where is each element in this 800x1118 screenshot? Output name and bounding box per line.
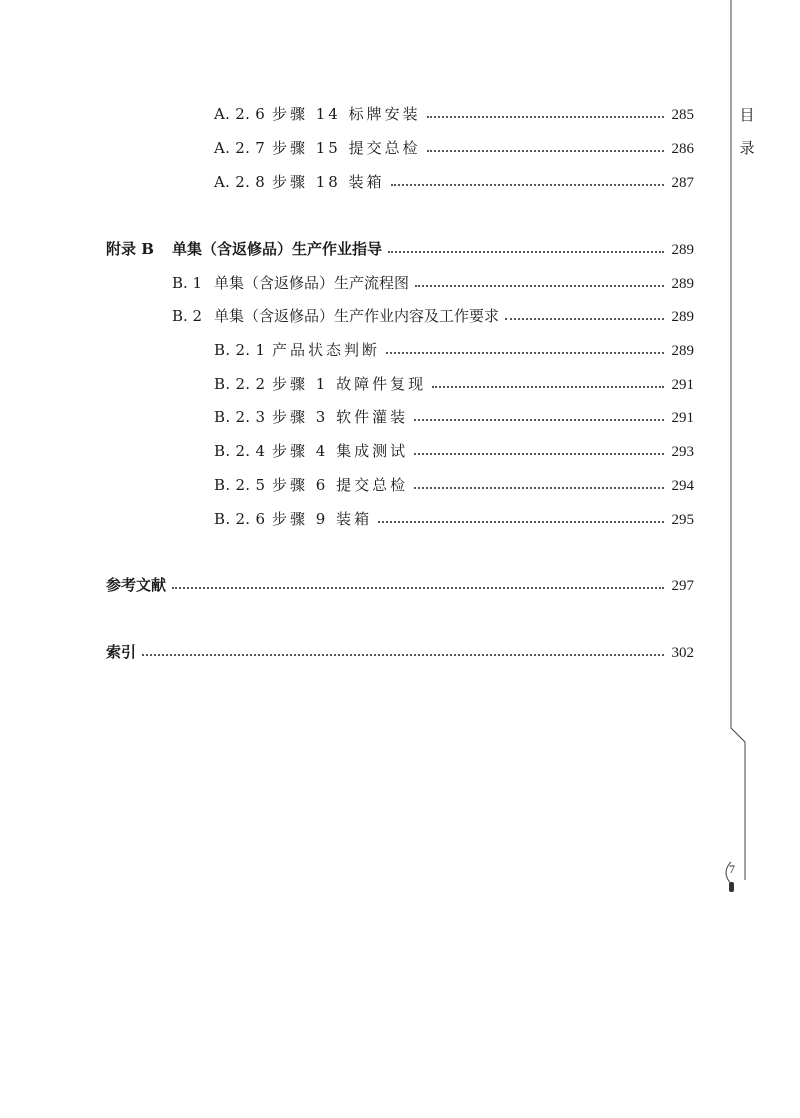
entry-page: 291 — [671, 410, 694, 426]
side-label-lu: 录 — [739, 139, 755, 157]
entry-number: B. 2. 3 — [214, 408, 266, 426]
toc-entry-a-2-8[interactable] — [214, 171, 694, 193]
toc-entry-references[interactable] — [106, 574, 694, 596]
toc-entry-a-2-6[interactable] — [214, 103, 694, 125]
entry-number: A. 2. 7 — [214, 139, 266, 157]
dot-leader — [391, 171, 664, 193]
entry-title: 步骤 9 装箱 — [272, 510, 373, 528]
dot-leader — [414, 406, 663, 428]
toc-entry-a-2-7[interactable] — [214, 137, 694, 159]
entry-title: 步骤 14 标牌安装 — [272, 105, 421, 123]
entry-number: B. 2. 1 — [214, 341, 266, 359]
entry-page: 285 — [671, 107, 694, 123]
toc-entry-b-2[interactable] — [172, 305, 694, 327]
entry-title: 索引 — [106, 643, 137, 661]
toc-entry-index[interactable] — [106, 641, 694, 663]
entry-number: B. 2. 2 — [214, 375, 266, 393]
entry-title: 步骤 1 故障件复现 — [272, 375, 427, 393]
dot-leader — [432, 373, 663, 395]
entry-number: B. 2. 4 — [214, 442, 266, 460]
entry-title: 步骤 18 装箱 — [272, 173, 385, 191]
entry-page: 289 — [671, 276, 694, 292]
entry-number: B. 2. 5 — [214, 476, 266, 494]
entry-number: A. 2. 8 — [214, 173, 266, 191]
entry-page: 289 — [671, 242, 694, 258]
toc-entry-b-1[interactable] — [172, 272, 694, 294]
entry-title: 步骤 3 软件灌装 — [272, 408, 409, 426]
entry-page: 295 — [671, 512, 694, 528]
entry-number: B. 2. 6 — [214, 510, 266, 528]
dot-leader — [388, 238, 663, 260]
entry-title: 步骤 4 集成测试 — [272, 442, 409, 460]
entry-title: 单集（含返修品）生产流程图 — [214, 274, 410, 292]
toc-entry-b-2-2[interactable] — [214, 373, 694, 395]
entry-page: 286 — [671, 141, 694, 157]
dot-leader — [172, 574, 663, 596]
entry-title: 步骤 6 提交总检 — [272, 476, 409, 494]
side-label-mu: 目 — [739, 106, 755, 124]
dot-leader — [427, 103, 664, 125]
toc-entry-b-2-5[interactable] — [214, 474, 694, 496]
entry-number: B. 2 — [172, 307, 203, 325]
dot-leader — [414, 474, 663, 496]
dot-leader — [378, 508, 663, 530]
entry-title: 产品状态判断 — [272, 341, 381, 359]
entry-title: 步骤 15 提交总检 — [272, 139, 421, 157]
entry-page: 289 — [671, 309, 694, 325]
dot-leader — [414, 440, 663, 462]
entry-title: 单集（含返修品）生产作业内容及工作要求 — [214, 307, 500, 325]
entry-number: B. 1 — [172, 274, 203, 292]
entry-page: 293 — [671, 444, 694, 460]
dot-leader — [415, 272, 663, 294]
toc-entry-appendix-b[interactable] — [106, 238, 694, 260]
entry-page: 291 — [671, 377, 694, 393]
dot-leader — [427, 137, 664, 159]
entry-page: 297 — [671, 578, 694, 594]
entry-title: 单集（含返修品）生产作业指导 — [172, 240, 383, 258]
page-tab-marker — [729, 882, 734, 892]
entry-page: 287 — [671, 175, 694, 191]
toc-entry-b-2-3[interactable] — [214, 406, 694, 428]
entry-number: A. 2. 6 — [214, 105, 266, 123]
toc-entry-b-2-6[interactable] — [214, 508, 694, 530]
dot-leader — [386, 339, 663, 361]
entry-page: 302 — [671, 645, 694, 661]
toc-entry-b-2-4[interactable] — [214, 440, 694, 462]
entry-page: 294 — [671, 478, 694, 494]
toc-entry-b-2-1[interactable] — [214, 339, 694, 361]
dot-leader — [505, 305, 663, 327]
entry-page: 289 — [671, 343, 694, 359]
dot-leader — [142, 641, 663, 663]
entry-number: 附录 B — [106, 240, 154, 258]
page-number: 7 — [729, 862, 735, 876]
entry-title: 参考文献 — [106, 576, 167, 594]
